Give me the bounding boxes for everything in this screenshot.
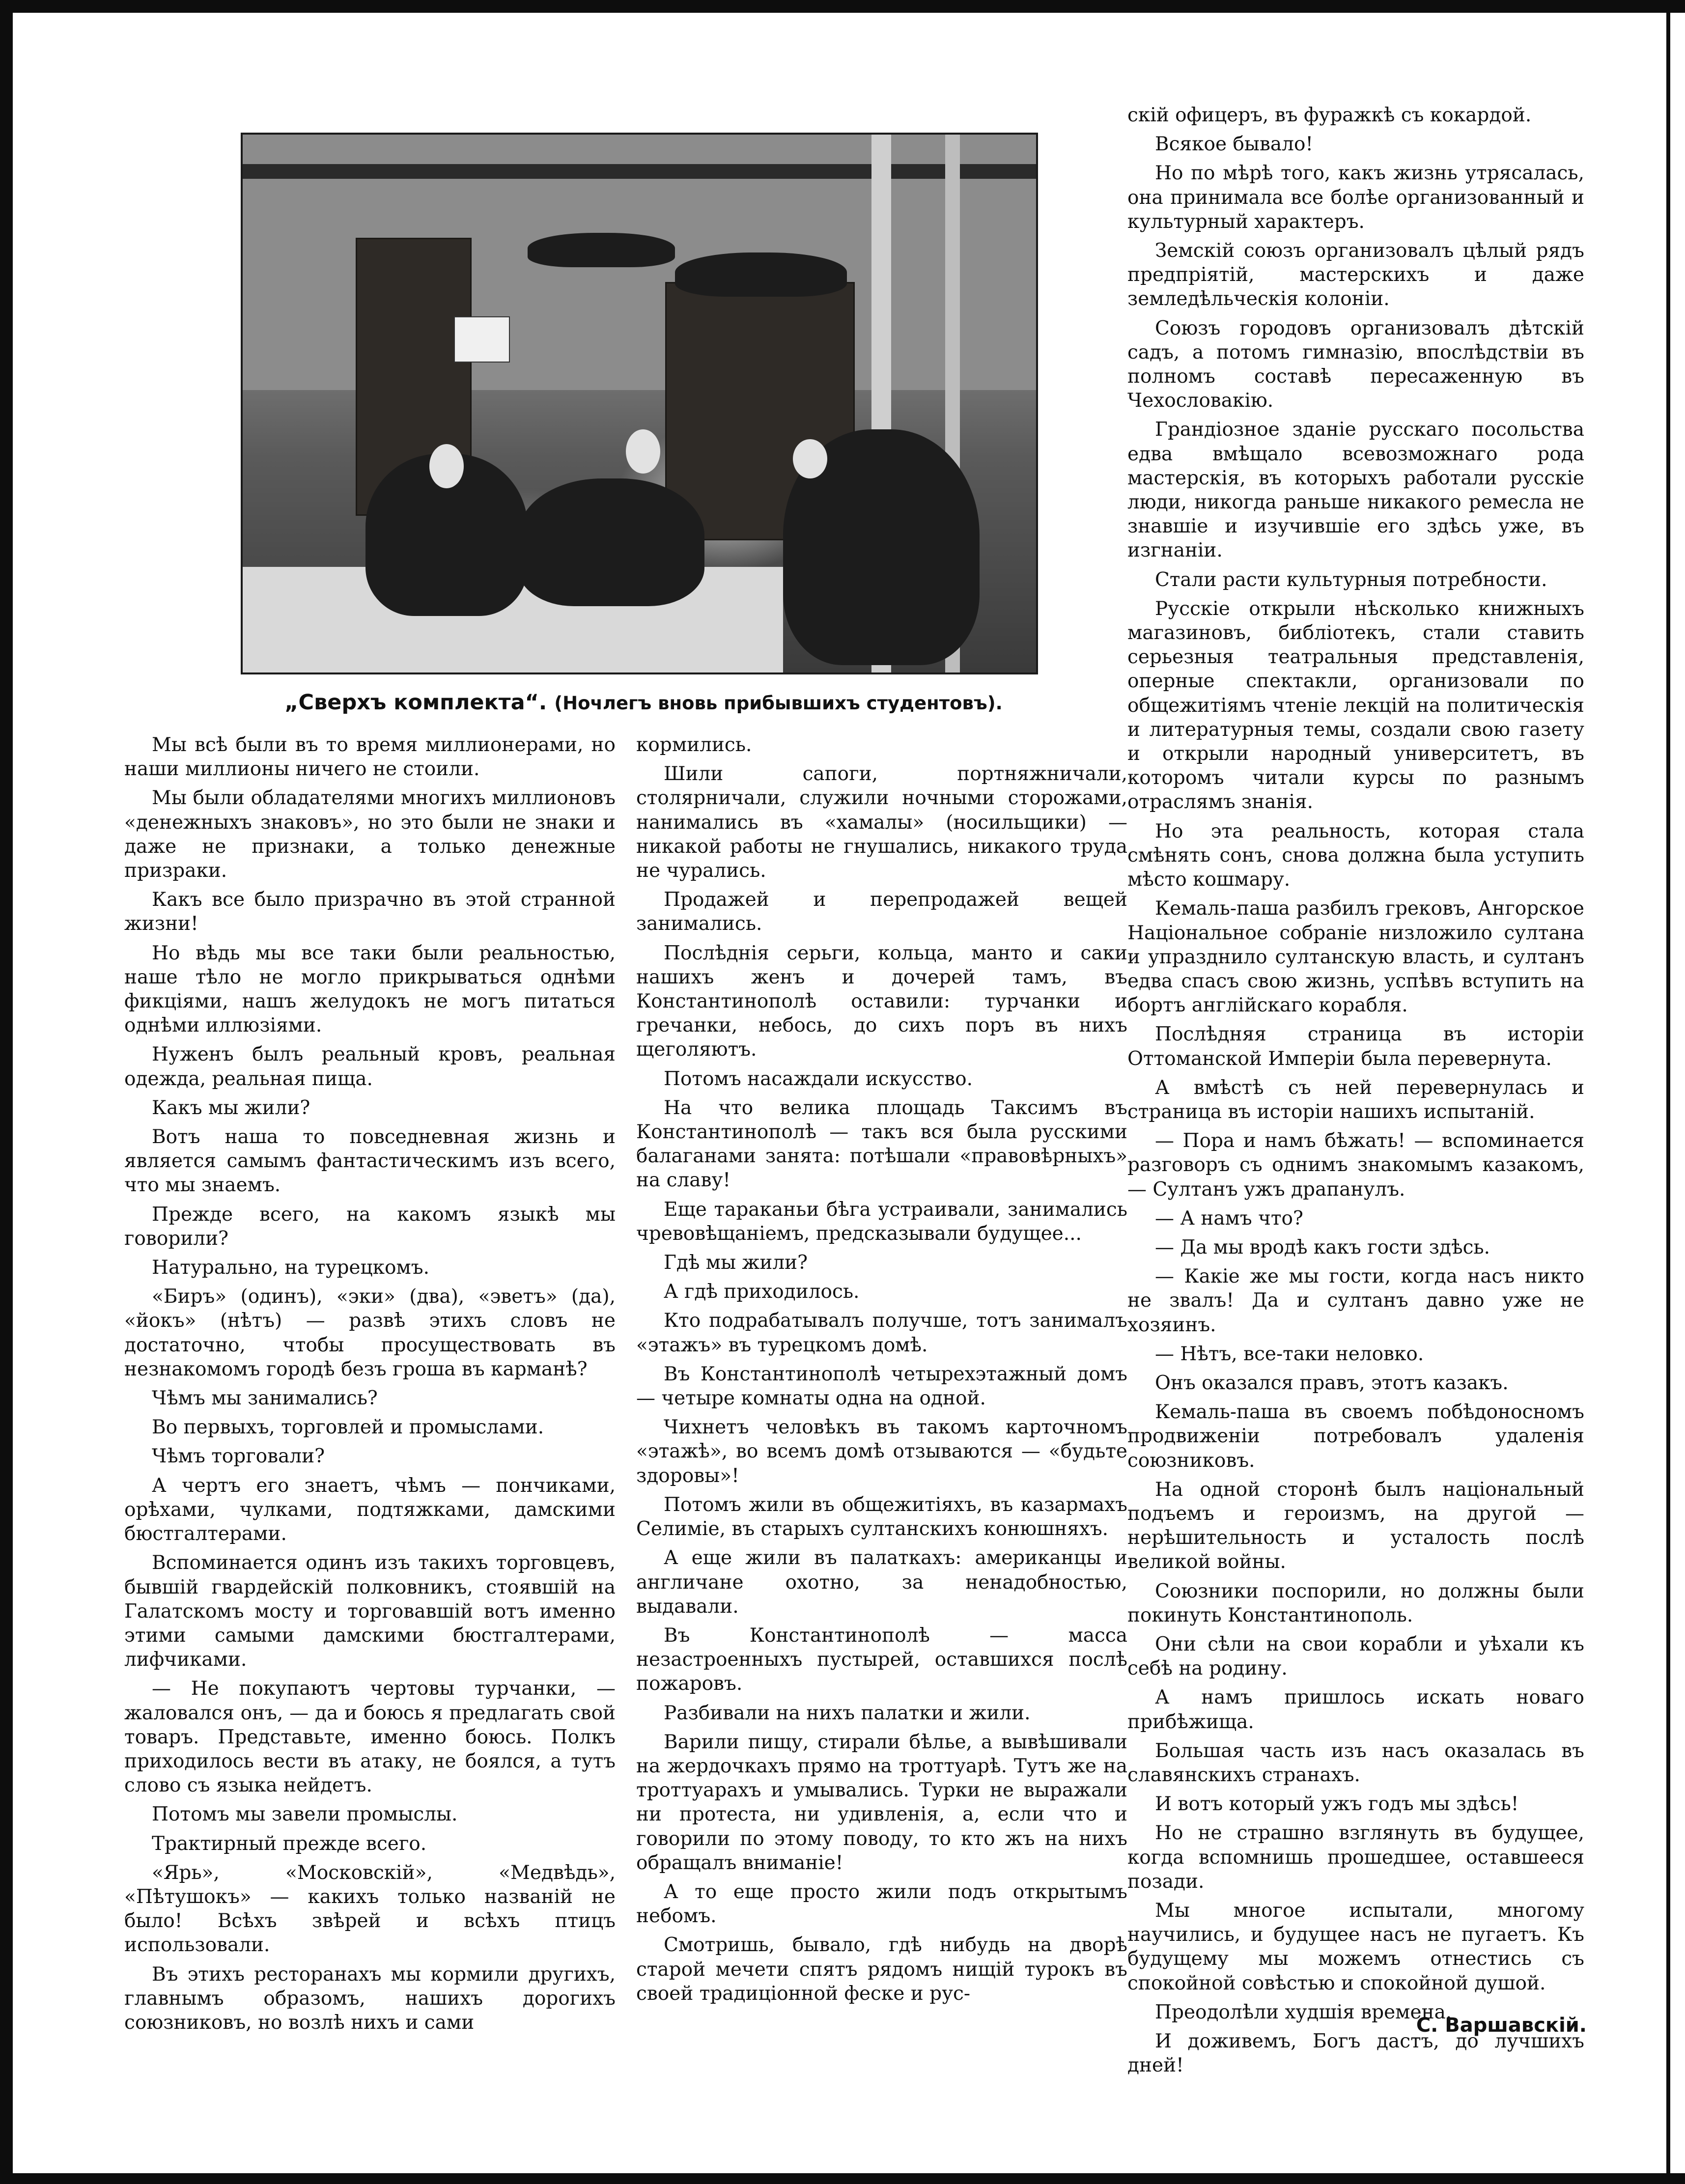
paragraph: Потомъ мы завели промыслы. bbox=[152, 1803, 458, 1826]
paragraph: Какъ все было призрачно въ этой странной жизни! bbox=[124, 889, 616, 935]
page-border-top bbox=[0, 0, 1685, 13]
paragraph: Послѣднiя серьги, кольца, манто и саки нашихъ женъ и дочерей тамъ, въ Константинополѣ оставили: турчанки и гречанки, небось, до сихъ поръ въ нихъ щеголяютъ. bbox=[636, 942, 1127, 1061]
paragraph: Варили пищу, стирали бѣлье, а вывѣшивали на жердочкахъ прямо на троттуарѣ. Тутъ же на троттуарахъ и умывались. Турки не выражали ни протеста, ни удивленiя, а, если что и говорили по этому поводу, то кто жъ на нихъ обращалъ вниманiе! bbox=[636, 1731, 1127, 1874]
paragraph: А чертъ его знаетъ, чѣмъ — пончиками, орѣхами, чулками, подтяжками, дамскими бюстгалтерами. bbox=[124, 1474, 616, 1545]
article-column-2 bbox=[636, 733, 1127, 2011]
paragraph: Кто подрабатывалъ получше, тотъ занималъ «этажъ» въ турецкомъ домѣ. bbox=[636, 1310, 1127, 1356]
paragraph: Но не страшно взглянуть въ будущее, когда вспомнишь прошедшее, оставшееся позади. bbox=[1127, 1822, 1584, 1893]
paragraph: А гдѣ приходилось. bbox=[664, 1281, 860, 1303]
paragraph: Большая часть изъ насъ оказалась въ славянскихъ странахъ. bbox=[1127, 1739, 1584, 1786]
paragraph: Еще тараканьи бѣга устраивали, занимались чревовѣщанiемъ, предсказывали будущее... bbox=[636, 1198, 1127, 1245]
paragraph: Онъ оказался правъ, этотъ казакъ. bbox=[1155, 1372, 1509, 1394]
paragraph: Земскiй союзъ организовалъ цѣлый рядъ предпрiятiй, мастерскихъ и даже земледѣльческiя колонiи. bbox=[1127, 240, 1584, 310]
paragraph: Потомъ жили въ общежитiяхъ, въ казармахъ Селимiе, въ старыхъ султанскихъ конюшняхъ. bbox=[636, 1493, 1127, 1540]
page-border-bottom bbox=[0, 2173, 1685, 2184]
paragraph: Нуженъ былъ реальный кровъ, реальная одежда, реальная пища. bbox=[124, 1043, 616, 1090]
paragraph: Но эта реальность, которая стала смѣнять сонъ, снова должна была уступить мѣсто кошмару. bbox=[1127, 820, 1584, 891]
paragraph: — Да мы вродѣ какъ гости здѣсь. bbox=[1155, 1236, 1490, 1259]
paragraph: «Ярь», «Московскiй», «Медвѣдь», «Пѣтушокъ» — какихъ только названiй не было! Всѣхъ звѣрей и всѣхъ птицъ использовали. bbox=[124, 1861, 616, 1957]
paragraph: Чѣмъ мы занимались? bbox=[152, 1387, 378, 1410]
photo-caption bbox=[231, 690, 1056, 715]
paragraph: — Какiе же мы гости, когда насъ никто не звалъ! Да и султанъ давно уже не хозяинъ. bbox=[1127, 1265, 1584, 1336]
paragraph: Послѣдняя страница въ исторiи Оттоманской Имперiи была перевернута. bbox=[1127, 1023, 1584, 1070]
article-column-1 bbox=[124, 733, 616, 2040]
paragraph: Вспоминается одинъ изъ такихъ торговцевъ, бывшiй гвардейскiй полковникъ, стоявшiй на Галатскомъ мосту и торговавшiй вотъ именно этими самыми дамскими бюстгалтерами, лифчиками. bbox=[124, 1552, 616, 1671]
paragraph: Мы были обладателями многихъ миллионовъ «денежныхъ знаковъ», но это были не знаки и даже не признаки, а только денежные призраки. bbox=[124, 787, 616, 882]
paragraph: Гдѣ мы жили? bbox=[664, 1252, 808, 1274]
caption-title: „Сверхъ комплекта“. bbox=[284, 690, 547, 715]
paragraph: На одной сторонѣ былъ нацiональный подъемъ и героизмъ, на другой — нерѣшительность и усталость послѣ великой войны. bbox=[1127, 1478, 1584, 1573]
paragraph: А вмѣстѣ съ ней перевернулась и страница въ исторiи нашихъ испытанiй. bbox=[1127, 1076, 1584, 1123]
paragraph: Но вѣдь мы все таки были реальностью, наше тѣло не могло прикрываться однѣми фикцiями, нашъ желудокъ не могъ питаться однѣми иллюзiями. bbox=[124, 942, 616, 1037]
caption-subtitle: (Ночлегъ вновь прибывшихъ студентовъ). bbox=[554, 693, 1003, 714]
author-signature: С. Варшавскiй. bbox=[1416, 2014, 1587, 2037]
paragraph: — А намъ что? bbox=[1155, 1207, 1303, 1230]
paragraph: — Нѣтъ, все-таки неловко. bbox=[1155, 1343, 1424, 1365]
column-3-continuation: скiй офицеръ, въ фуражкѣ съ кокардой. bbox=[1127, 104, 1532, 126]
paragraph: Русскiе открыли нѣсколько книжныхъ магазиновъ, библiотекъ, стали ставить серьезныя театральныя представленiя, оперные спектакли, организовали по общежитiямъ чтенiе лекцiй на политическiя и литературныя темы, создали свою газету и открыли народный университетъ, въ которомъ читали курсы по разнымъ отраслямъ знанiя. bbox=[1127, 597, 1584, 813]
article-column-3 bbox=[1127, 103, 1584, 2082]
paragraph: Въ Константинополѣ — масса незастроенныхъ пустырей, оставшихся послѣ пожаровъ. bbox=[636, 1624, 1127, 1695]
paragraph: Натурально, на турецкомъ. bbox=[152, 1257, 429, 1279]
paragraph: И доживемъ, Богъ дастъ, до лучшихъ дней! bbox=[1127, 2030, 1584, 2077]
paragraph: Но по мѣрѣ того, какъ жизнь утрясалась, она принимала все болѣе организованный и культурный характеръ. bbox=[1127, 162, 1584, 233]
paragraph: Мы всѣ были въ то время миллионерами, но наши миллионы ничего не стоили. bbox=[124, 734, 616, 781]
paragraph: Прежде всего, на какомъ языкѣ мы говорили? bbox=[124, 1203, 616, 1250]
paragraph: А намъ пришлось искать новаго прибѣжища. bbox=[1127, 1686, 1584, 1733]
paragraph: Кемаль-паша въ своемъ побѣдоносномъ продвиженiи потребовалъ удаленiя союзниковъ. bbox=[1127, 1401, 1584, 1472]
column-2-continuation: кормились. bbox=[636, 734, 752, 756]
paragraph: Преодолѣли худшiя времена. bbox=[1155, 2001, 1452, 2023]
paragraph: И вотъ который ужъ годъ мы здѣсь! bbox=[1155, 1793, 1519, 1816]
paragraph: Трактирный прежде всего. bbox=[152, 1832, 427, 1855]
paragraph: — Не покупаютъ чертовы турчанки, — жаловался онъ, — да и боюсь я предлагать свой товаръ. Представьте, именно боюсь. Полкъ приходилось вести въ атаку, не боялся, а тутъ слово съ языка нейдетъ. bbox=[124, 1678, 616, 1797]
paragraph: Какъ мы жили? bbox=[152, 1096, 310, 1119]
paragraph: Союзъ городовъ организовалъ дѣтскiй садъ, а потомъ гимназiю, впослѣдствiи въ полномъ составѣ пересаженную въ Чехословакiю. bbox=[1127, 317, 1584, 412]
paragraph: Союзники поспорили, но должны были покинуть Константинополь. bbox=[1127, 1580, 1584, 1626]
paragraph: На что велика площадь Таксимъ въ Константинополѣ — такъ вся была русскими балаганами занята: потѣшали «правовѣрныхъ» на славу! bbox=[636, 1096, 1127, 1192]
paragraph: Въ этихъ ресторанахъ мы кормили другихъ, главнымъ образомъ, нашихъ дорогихъ союзниковъ, но возлѣ нихъ и сами bbox=[124, 1963, 616, 2034]
paragraph: Стали расти культурныя потребности. bbox=[1155, 568, 1547, 591]
paragraph: Шили сапоги, портняжничали, столярничали, служили ночными сторожами, нанимались въ «хамалы» (носильщики) — никакой работы не гнушались, никакого труда не чурались. bbox=[636, 763, 1127, 882]
dormitory-photo bbox=[241, 133, 1038, 674]
paragraph: Всякое бывало! bbox=[1155, 133, 1314, 156]
paragraph: Они сѣли на свои корабли и уѣхали къ себѣ на родину. bbox=[1127, 1633, 1584, 1680]
paragraph: — Пора и намъ бѣжать! — вспоминается разговоръ съ однимъ знакомымъ казакомъ, — Султанъ ужъ драпанулъ. bbox=[1127, 1130, 1584, 1201]
paragraph: Грандiозное зданiе русскаго посольства едва вмѣщало всевозможнаго рода мастерскiя, въ которыхъ работали русскiе люди, никогда раньше никакого ремесла не знавшiе и изучившiе его здѣсь уже, въ изгнанiи. bbox=[1127, 419, 1584, 562]
paragraph: Во первыхъ, торговлей и промыслами. bbox=[152, 1416, 544, 1439]
paragraph: Кемаль-паша разбилъ грековъ, Ангорское Нацiональное собранiе низложило султана и упразднило султанскую власть, и султанъ едва спасъ свою жизнь, успѣвъ вступить на бортъ англiйскаго корабля. bbox=[1127, 897, 1584, 1017]
paragraph: Смотришь, бывало, гдѣ нибудь на дворѣ старой мечети спятъ рядомъ нищiй турокъ въ своей традицiонной феске и рус- bbox=[636, 1934, 1127, 2005]
paragraph: Потомъ насаждали искусство. bbox=[664, 1067, 973, 1090]
page-border-left bbox=[0, 0, 13, 2184]
paragraph: Мы многое испытали, многому научились, и будущее насъ не пугаетъ. Къ будущему мы можемъ отнестись съ спокойной совѣстью и спокойной душой. bbox=[1127, 1900, 1584, 1994]
paragraph: Разбивали на нихъ палатки и жили. bbox=[664, 1702, 1031, 1724]
paragraph: Чѣмъ торговали? bbox=[152, 1445, 325, 1468]
paragraph: Въ Константинополѣ четырехэтажный домъ — четыре комнаты одна на одной. bbox=[636, 1363, 1127, 1410]
paragraph: «Биръ» (одинъ), «эки» (два), «эветъ» (да), «йокъ» (нѣтъ) — развѣ этихъ словъ не достаточно, чтобы просуществовать въ незнакомомъ городѣ безъ гроша въ карманѣ? bbox=[124, 1286, 616, 1380]
paragraph: А то еще просто жили подъ открытымъ небомъ. bbox=[636, 1880, 1127, 1928]
page-border-right bbox=[1666, 0, 1670, 2184]
paragraph: Чихнетъ человѣкъ въ такомъ карточномъ «этажѣ», во всемъ домѣ отзываются — «будьте здоровы»! bbox=[636, 1416, 1127, 1487]
paragraph: А еще жили въ палаткахъ: американцы и англичане охотно, за ненадобностью, выдавали. bbox=[636, 1547, 1127, 1618]
paragraph: Вотъ наша то повседневная жизнь и является самымъ фантастическимъ изъ всего, что мы знаемъ. bbox=[124, 1126, 616, 1197]
paragraph: Продажей и перепродажей вещей занимались. bbox=[636, 889, 1127, 935]
